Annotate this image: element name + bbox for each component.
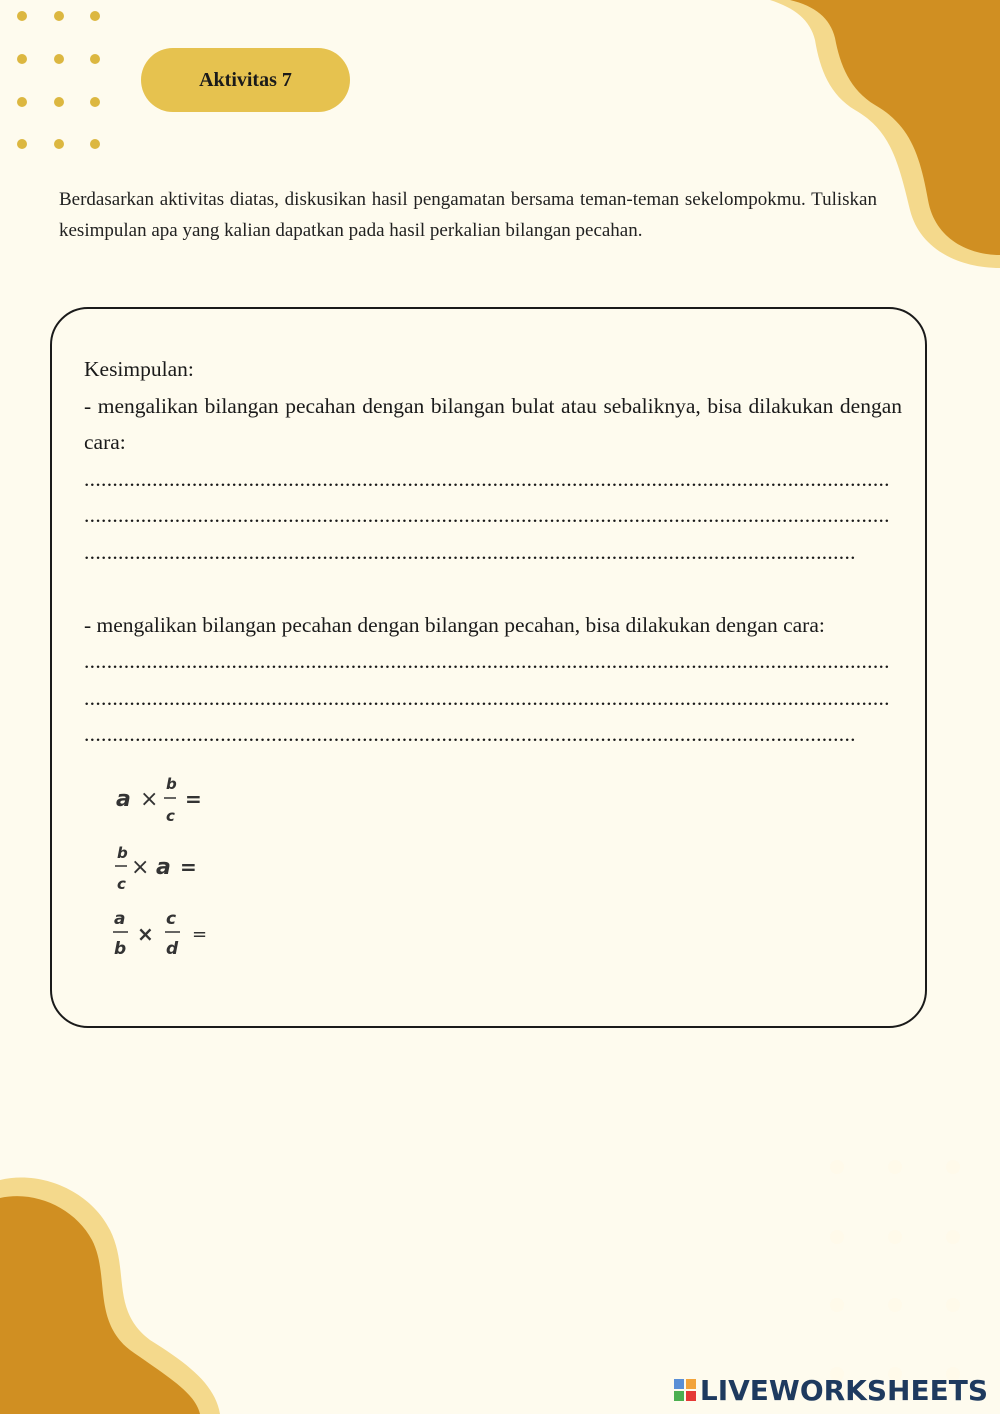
formula-symbol: c <box>117 875 126 893</box>
answer-line[interactable]: .............................................................................................................................................. <box>84 503 890 527</box>
formula-b-over-c-times-a <box>115 844 197 893</box>
formula-symbol: = <box>180 855 197 879</box>
answer-line[interactable]: .............................................................................................................................................. <box>84 466 890 491</box>
formula-symbol: c <box>166 909 177 929</box>
answer-line[interactable]: ........................................................................................................................................ <box>84 539 856 564</box>
liveworksheets-logo-icon <box>674 1379 696 1401</box>
conclusion-item-fraction: - mengalikan bilangan pecahan dengan bilangan pecahan, bisa dilakukan dengan cara: <box>84 612 825 637</box>
activity-title-pill <box>141 48 350 112</box>
answer-line[interactable]: ........................................................................................................................................ <box>84 722 856 746</box>
decorative-dot-grid <box>12 8 112 158</box>
formula-symbol: a <box>156 855 171 880</box>
formula-symbol: × <box>137 922 154 946</box>
formula-symbol: a <box>114 909 126 929</box>
formula-a-over-b-times-c-over-d <box>113 909 207 959</box>
formula-list <box>112 772 312 972</box>
formula-symbol: = <box>185 787 202 811</box>
intro-paragraph: Berdasarkan aktivitas diatas, diskusikan hasil pengamatan bersama teman-teman sekelompokmu. Tuliskan kesimpulan apa yang kalian dapatkan pada hasil perkalian bilangan pecahan. <box>59 189 877 241</box>
conclusion-content <box>84 351 902 753</box>
formula-symbol: c <box>166 807 175 825</box>
answer-line[interactable]: .............................................................................................................................................. <box>84 685 890 710</box>
formula-symbol: d <box>166 939 179 959</box>
formula-symbol: b <box>114 939 127 959</box>
brand-label: LIVEWORKSHEETS <box>699 1373 988 1407</box>
liveworksheets-brand[interactable] <box>674 1373 988 1407</box>
formula-a-times-b-over-c <box>116 775 202 825</box>
bottom-left-blob <box>0 1170 230 1414</box>
answer-line[interactable]: .............................................................................................................................................. <box>84 649 890 673</box>
decorative-dot-grid-faint <box>830 1155 980 1395</box>
formula-symbol: a <box>116 787 131 812</box>
formula-symbol: b <box>166 775 177 793</box>
formula-symbol: b <box>117 844 128 862</box>
formula-symbol: × <box>131 855 150 880</box>
conclusion-item-whole-number: - mengalikan bilangan pecahan dengan bilangan bulat atau sebaliknya, bisa dilakukan dengan cara: <box>84 393 902 454</box>
conclusion-heading: Kesimpulan: <box>84 357 194 381</box>
formula-symbol: = <box>192 924 208 945</box>
formula-symbol: × <box>140 787 159 812</box>
activity-title: Aktivitas 7 <box>199 68 292 91</box>
